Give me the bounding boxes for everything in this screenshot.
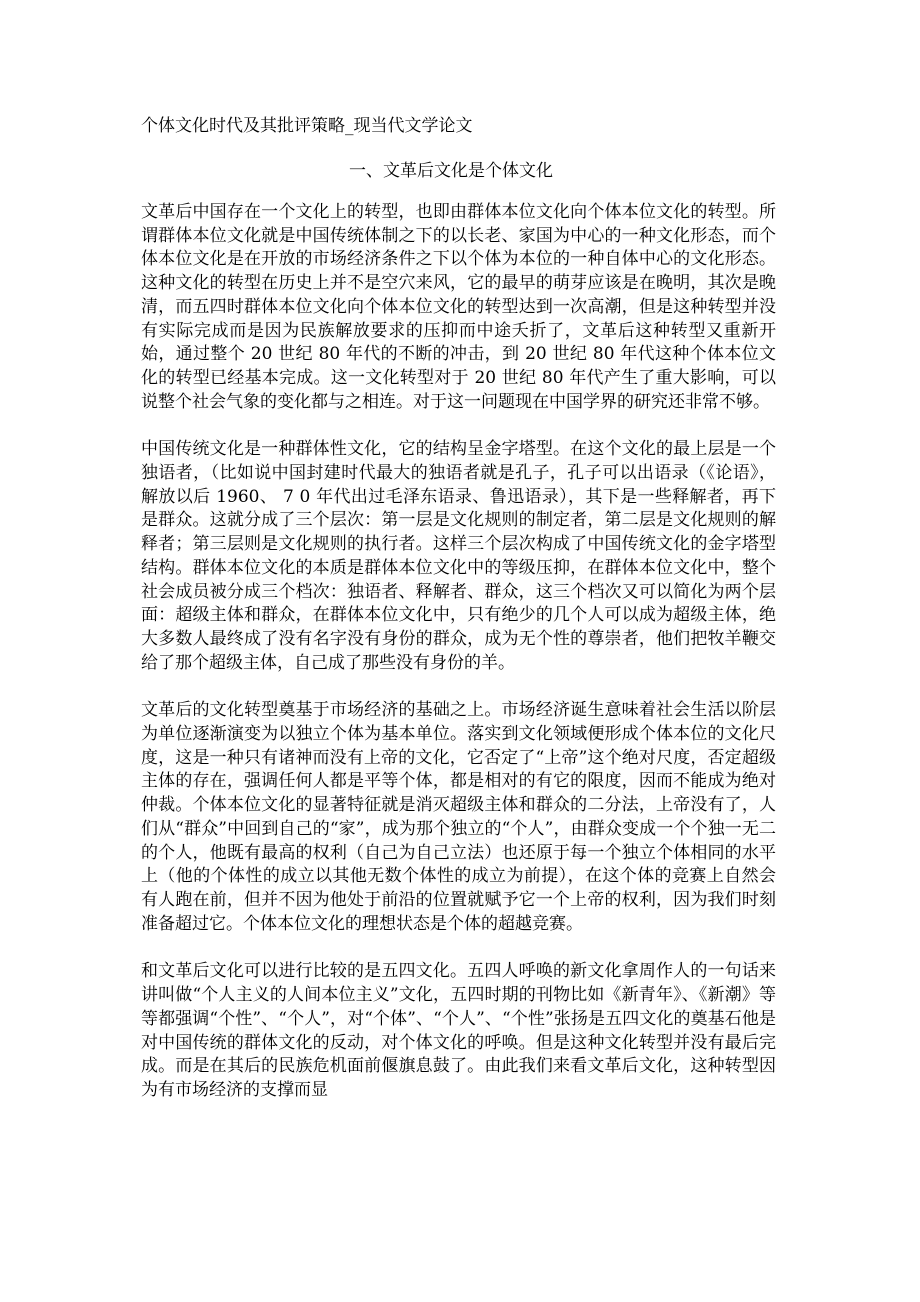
section-heading: 一、文革后文化是个体文化 bbox=[349, 161, 553, 181]
paragraph-4: 和文革后文化可以进行比较的是五四文化。五四人呼唤的新文化拿周作人的一句话来讲叫做“个人主义的人间本位主义”文化，五四时期的刊物比如《新青年》、《新潮》等等都强调“个性”、“个人”，对“个体”、“个人”、“个性”张扬是五四文化的奠基石他是对中国传统的群体文化的反动，对个体文化的呼唤。但是这种文化转型并没有最后完成。而是在其后的民族危机面前偃旗息鼓了。由此我们来看文革后文化，这种转型因为有市场经济的支撑而显 bbox=[141, 961, 776, 1100]
paragraph-3: 文革后的文化转型奠基于市场经济的基础之上。市场经济诞生意味着社会生活以阶层为单位逐渐演变为以独立个体为基本单位。落实到文化领域便形成个体本位的文化尺度，这是一种只有诸神而没有上帝的文化，它否定了“上帝”这个绝对尺度，否定超级主体的存在，强调任何人都是平等个体，都是相对的有它的限度，因而不能成为绝对仲裁。个体本位文化的显著特征就是消灭超级主体和群众的二分法，上帝没有了，人们从“群众”中回到自己的“家”，成为那个独立的“个人”，由群众变成一个个独一无二的个人，他既有最高的权利（自己为自己立法）也还原于每一个独立个体相同的水平上（他的个体性的成立以其他无数个体性的成立为前提），在这个体的竞赛上自然会有人跑在前，但并不因为他处于前沿的位置就赋予它一个上帝的权利，因为我们时刻准备超过它。个体本位文化的理想状态是个体的超越竞赛。 bbox=[141, 700, 776, 934]
paragraph-1: 文革后中国存在一个文化上的转型，也即由群体本位文化向个体本位文化的转型。所谓群体本位文化就是中国传统体制之下的以长老、家国为中心的一种文化形态，而个体本位文化是在开放的市场经济条件之下以个体为本位的一种自体中心的文化形态。这种文化的转型在历史上并不是空穴来风，它的最早的萌芽应该是在晚明，其次是晚清，而五四时群体本位文化向个体本位文化的转型达到一次高潮，但是这种转型并没有实际完成而是因为民族解放要求的压抑而中途夭折了，文革后这种转型又重新开始，通过整个 20 世纪 80 年代的不断的冲击，到 20 世纪 80 年代这种个体本位文化的转型已经基本完成。这一文化转型对于 20 世纪 80 年代产生了重大影响，可以说整个社会气象的变化都与之相连。对于这一问题现在中国学界的研究还非常不够。 bbox=[141, 202, 776, 412]
document-title: 个体文化时代及其批评策略_现当代文学论文 bbox=[141, 116, 473, 136]
paragraph-2: 中国传统文化是一种群体性文化，它的结构呈金字塔型。在这个文化的最上层是一个独语者，（比如说中国封建时代最大的独语者就是孔子，孔子可以出语录（《论语》，解放以后 1960、 7 0 年代出过毛泽东语录、鲁迅语录），其下是一些释解者，再下是群众。这就分成了三个层次：第一层是文化规则的制定者，第二层是文化规则的解释者；第三层则是文化规则的执行者。这样三个层次构成了中国传统文化的金字塔型结构。群体本位文化的本质是群体本位文化中的等级压抑，在群体本位文化中，整个社会成员被分成三个档次：独语者、释解者、群众，这三个档次又可以简化为两个层面：超级主体和群众，在群体本位文化中，只有绝少的几个人可以成为超级主体，绝大多数人最终成了没有名字没有身份的群众，成为无个性的尊崇者，他们把牧羊鞭交给了那个超级主体，自己成了那些没有身份的羊。 bbox=[141, 439, 776, 673]
document-body bbox=[141, 201, 776, 1127]
